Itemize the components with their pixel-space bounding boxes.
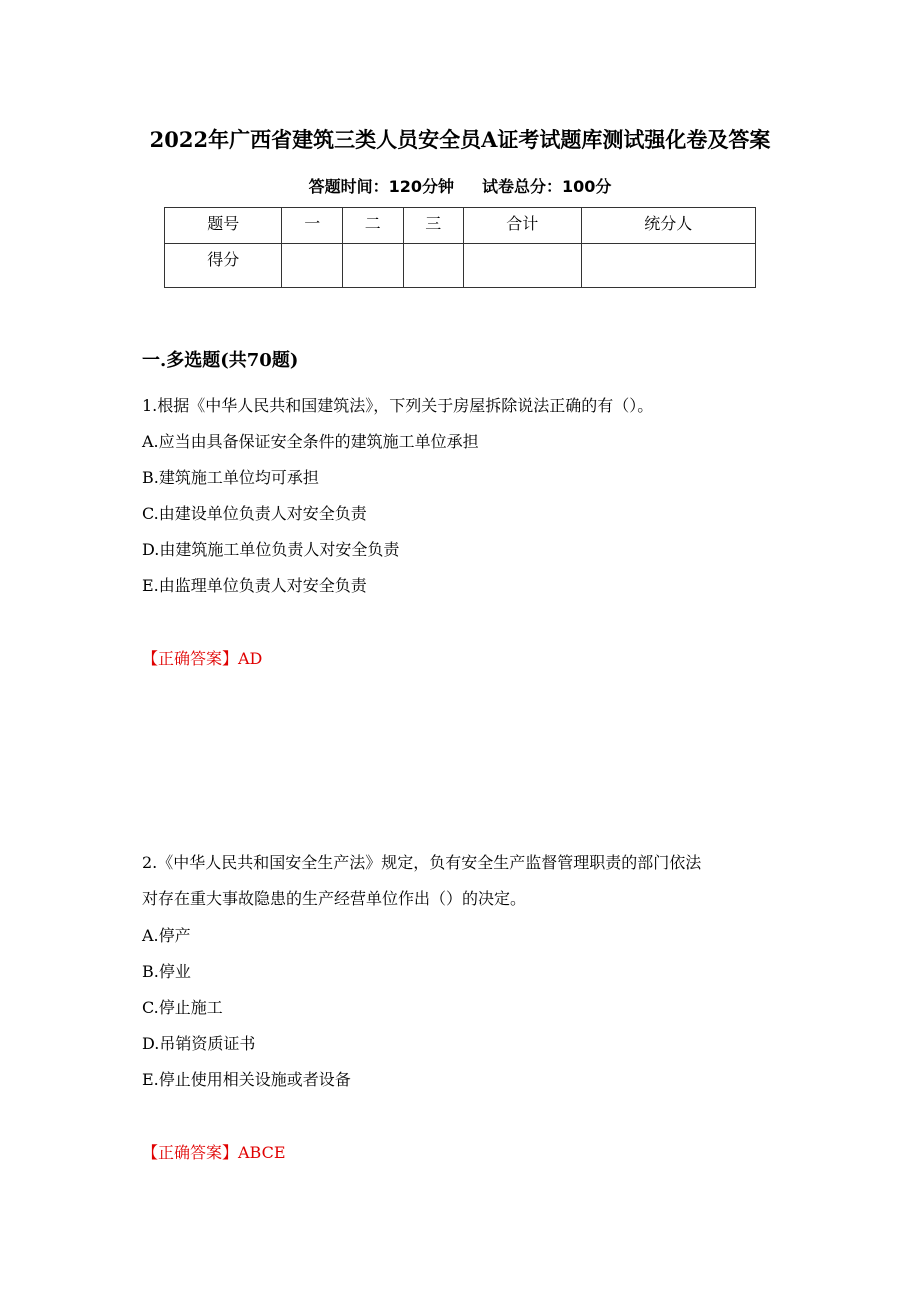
score-table-header: 题号 <box>165 208 282 244</box>
document-title: 2022年广西省建筑三类人员安全员A证考试题库测试强化卷及答案 <box>149 127 771 152</box>
score-cell <box>282 244 343 288</box>
option: E.停止使用相关设施或者设备 <box>142 1070 351 1089</box>
question-stem: 对存在重大事故隐患的生产经营单位作出（）的决定。 <box>142 889 527 908</box>
score-table-header: 三 <box>403 208 464 244</box>
score-table <box>164 207 756 288</box>
option: C.由建设单位负责人对安全负责 <box>142 504 367 523</box>
option: A.应当由具备保证安全条件的建筑施工单位承担 <box>142 432 479 451</box>
score-cell <box>581 244 755 288</box>
score-cell <box>343 244 404 288</box>
score-table-header: 统分人 <box>581 208 755 244</box>
score-row-label: 得分 <box>165 244 282 288</box>
option: E.由监理单位负责人对安全负责 <box>142 576 367 595</box>
exam-total-score: 试卷总分：100分 <box>482 177 612 196</box>
correct-answer: 【正确答案】ABCE <box>142 1143 286 1162</box>
question-stem: 2.《中华人民共和国安全生产法》规定，负有安全生产监督管理职责的部门依法 <box>142 853 702 872</box>
exam-info <box>0 174 920 197</box>
score-table-header: 二 <box>343 208 404 244</box>
option: D.由建筑施工单位负责人对安全负责 <box>142 540 400 559</box>
score-table-header: 合计 <box>464 208 581 244</box>
score-table-header: 一 <box>282 208 343 244</box>
option: B.停业 <box>142 962 191 981</box>
correct-answer: 【正确答案】AD <box>142 649 263 668</box>
question-stem: 1.根据《中华人民共和国建筑法》，下列关于房屋拆除说法正确的有（）。 <box>142 396 654 415</box>
score-cell <box>403 244 464 288</box>
exam-time: 答题时间：120分钟 <box>308 177 454 196</box>
option: C.停止施工 <box>142 998 223 1017</box>
option: B.建筑施工单位均可承担 <box>142 468 319 487</box>
score-cell <box>464 244 581 288</box>
section-heading: 一.多选题(共70题) <box>142 350 299 371</box>
option: A.停产 <box>142 926 191 945</box>
option: D.吊销资质证书 <box>142 1034 256 1053</box>
